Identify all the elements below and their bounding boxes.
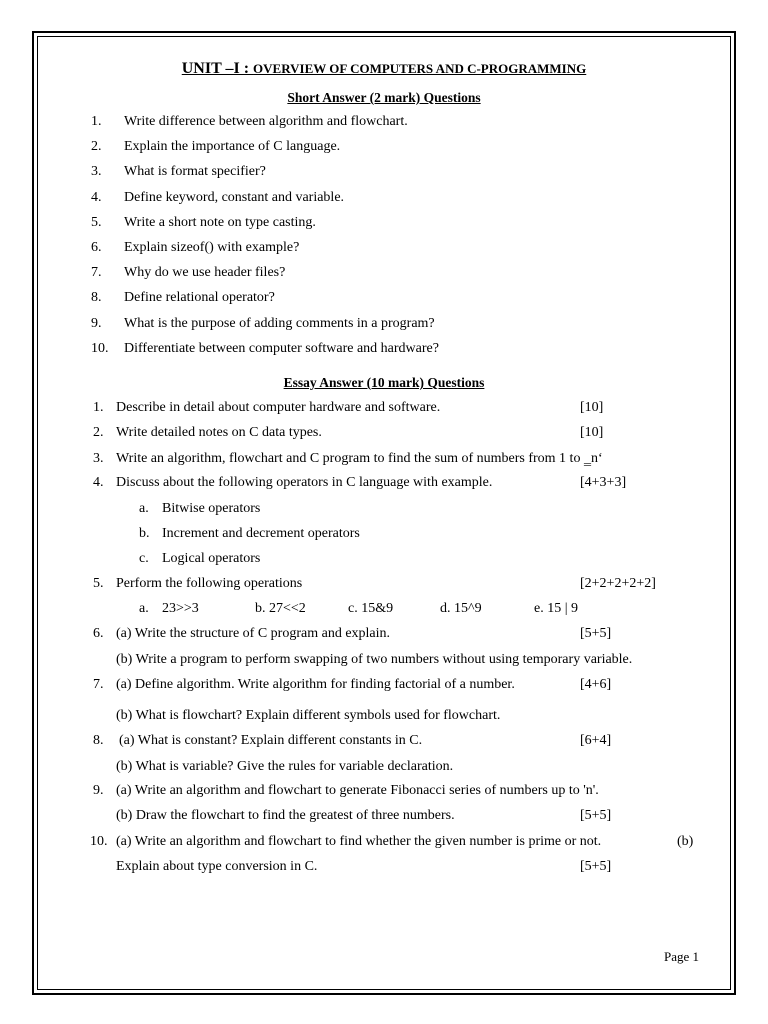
short-q-number: 5.: [91, 215, 102, 230]
essay-q-part-b: (b) What is flowchart? Explain different symbols used for flowchart.: [116, 708, 501, 723]
short-q-text: Define keyword, constant and variable.: [124, 190, 345, 205]
essay-answer-heading: Essay Answer (10 mark) Questions: [283, 375, 485, 390]
essay-q-marks: [2+2+2+2+2]: [580, 576, 656, 591]
essay-q-number: 5.: [93, 576, 104, 591]
operation-item: d. 15^9: [440, 601, 482, 616]
essay-q-number: 6.: [93, 626, 104, 641]
short-q-text: Why do we use header files?: [124, 265, 286, 280]
operation-item: 23>>3: [162, 601, 199, 616]
essay-q-text: Discuss about the following operators in C language with example.: [116, 475, 493, 490]
essay-q-number: 9.: [93, 783, 104, 798]
short-q-number: 7.: [91, 265, 102, 280]
essay-q-marks: [5+5]: [580, 808, 612, 823]
essay-q-number: 2.: [93, 425, 104, 440]
title-unit: UNIT –I :: [181, 60, 254, 77]
essay-q-part-a: (a) Write an algorithm and flowchart to find whether the given number is prime or not.: [116, 834, 602, 849]
short-q-text: Explain the importance of C language.: [124, 139, 341, 154]
essay-q-part-a: (a) Write an algorithm and flowchart to generate Fibonacci series of numbers up to 'n'.: [116, 783, 599, 798]
essay-q-part-b: (b) Draw the flowchart to find the greatest of three numbers.: [116, 808, 455, 823]
short-q-text: Differentiate between computer software and hardware?: [124, 341, 439, 356]
short-answer-heading: Short Answer (2 mark) Questions: [287, 90, 481, 105]
sub-item-text: Bitwise operators: [162, 501, 261, 516]
operation-item: e. 15 | 9: [534, 601, 579, 616]
essay-q-number: 1.: [93, 400, 104, 415]
short-q-number: 2.: [91, 139, 102, 154]
short-q-text: Write a short note on type casting.: [124, 215, 316, 230]
essay-q-text: Perform the following operations: [116, 576, 303, 591]
essay-q-part-b: (b) Write a program to perform swapping of two numbers without using temporary variable.: [116, 652, 633, 667]
operation-letter: a.: [139, 601, 149, 616]
essay-q-number: 8.: [93, 733, 104, 748]
short-q-text: Define relational operator?: [124, 290, 275, 305]
essay-q-number: 10.: [90, 834, 108, 849]
essay-q-part-b-label: (b): [677, 834, 694, 849]
page-number: Page 1: [664, 949, 700, 964]
short-q-text: Explain sizeof() with example?: [124, 240, 300, 255]
sub-item-letter: b.: [139, 526, 150, 541]
essay-q-part-b: Explain about type conversion in C.: [116, 859, 318, 874]
essay-q-part-a: (a) What is constant? Explain different constants in C.: [119, 733, 423, 748]
essay-q-text: Write an algorithm, flowchart and C program to find the sum of numbers from 1 to ‗n‘: [116, 451, 603, 466]
essay-q-marks: [10]: [580, 400, 604, 415]
essay-q-marks: [6+4]: [580, 733, 612, 748]
essay-q-text: Write detailed notes on C data types.: [116, 425, 322, 440]
short-q-number: 8.: [91, 290, 102, 305]
essay-q-marks: [5+5]: [580, 626, 612, 641]
essay-q-number: 7.: [93, 677, 104, 692]
essay-q-marks: [4+3+3]: [580, 475, 627, 490]
essay-q-marks: [10]: [580, 425, 604, 440]
short-q-number: 6.: [91, 240, 102, 255]
essay-q-marks: [4+6]: [580, 677, 612, 692]
short-q-number: 9.: [91, 316, 102, 331]
short-q-text: What is the purpose of adding comments in a program?: [124, 316, 435, 331]
title-text: OVERVIEW OF COMPUTERS AND C-PROGRAMMING: [253, 61, 587, 76]
operation-item: b. 27<<2: [255, 601, 306, 616]
document-title: [0, 61, 768, 77]
essay-q-part-b: (b) What is variable? Give the rules for variable declaration.: [116, 759, 454, 774]
sub-item-letter: a.: [139, 501, 149, 516]
sub-item-text: Logical operators: [162, 551, 261, 566]
short-q-number: 1.: [91, 114, 102, 129]
essay-q-marks: [5+5]: [580, 859, 612, 874]
essay-q-number: 4.: [93, 475, 104, 490]
short-q-number: 10.: [91, 341, 109, 356]
essay-q-text: Describe in detail about computer hardware and software.: [116, 400, 441, 415]
short-q-number: 4.: [91, 190, 102, 205]
operation-item: c. 15&9: [348, 601, 394, 616]
essay-q-number: 3.: [93, 451, 104, 466]
sub-item-text: Increment and decrement operators: [162, 526, 360, 541]
essay-q-part-a: (a) Write the structure of C program and explain.: [116, 626, 391, 641]
essay-q-part-a: (a) Define algorithm. Write algorithm for finding factorial of a number.: [116, 677, 515, 692]
short-q-text: What is format specifier?: [124, 164, 266, 179]
short-q-text: Write difference between algorithm and flowchart.: [124, 114, 408, 129]
short-q-number: 3.: [91, 164, 102, 179]
sub-item-letter: c.: [139, 551, 149, 566]
